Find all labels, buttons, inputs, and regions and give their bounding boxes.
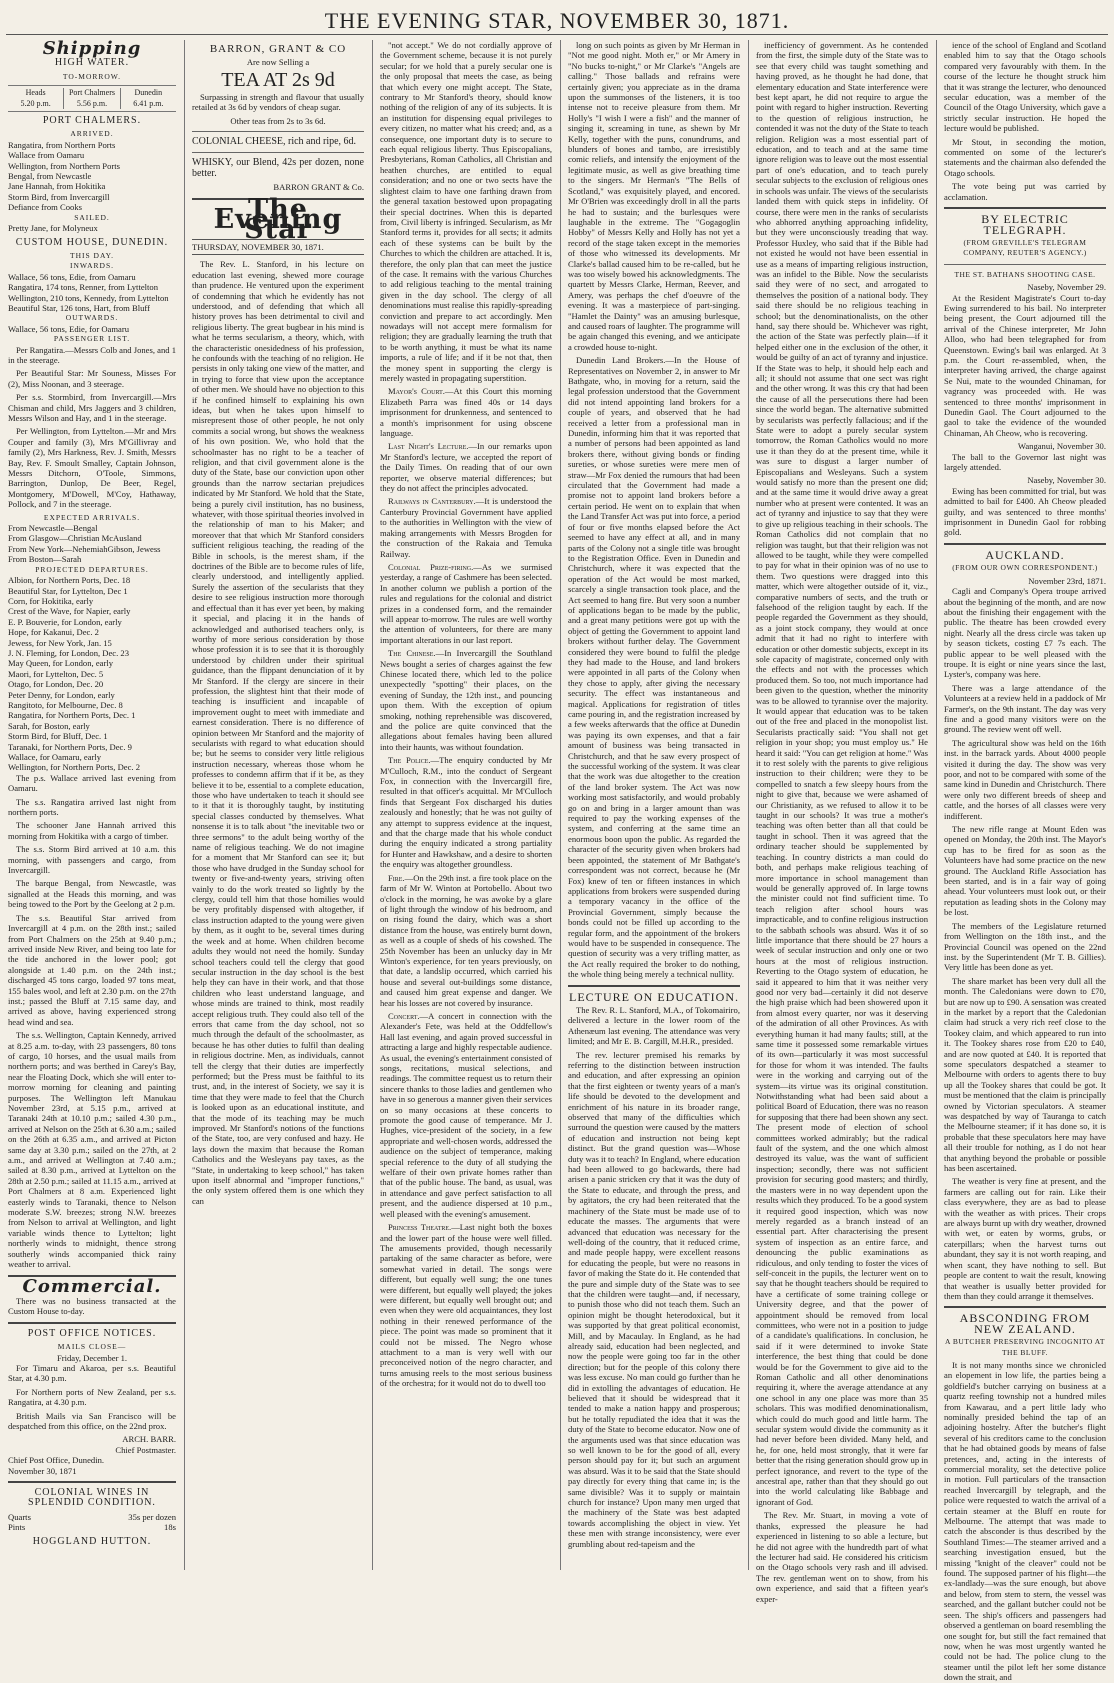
- tide-port-time: 5.56 p.m.: [76, 98, 108, 108]
- lecture-paragraph: The Rev. R. L. Stanford, M.A., of Tokomairiro, delivered a lecture in the lower room of the Athenæum last evening. The attendance was very limited; and Mr E. B. Cargill, M.H.R., presided.: [568, 1004, 740, 1047]
- lecture-continued-text: [756, 40, 928, 1604]
- quarts-label: Quarts: [8, 1511, 31, 1522]
- news-paragraph: Dunedin Land Brokers.—In the House of Representatives on November 2, in answer to Mr Bathgate, who, in moving for a return, said the legal profession understood that the Government did not intend appointing land brokers for a couple of years, and observed that he had received a letter from a professional man in Dunedin, informing him that it was reported that a number of persons had been appointed as land brokers there, without giving bonds or finding sureties, or whose sureties were mere men of straw—Mr Fox denied the rumours that had been circulated that the Government had made a promise not to appoint land brokers before a certain period. He went on to explain that when the Land Transfer Act was put into force, a period of four or five months elapsed before the Act seemed to have any effect at all, and in many parts of the Colony not a single title was brought to the Registration Office. Even in Dunedin and Christchurch, where it was expected that the operation of the Act would be most marked, scarcely a single transaction took place, and the Act seemed to hang fire. But very soon a number of applications began to be made by the public, and a great many petitions were got up with the object of getting the Government to appoint land brokers without further delay. The Government considered they were bound to fulfil the pledge they had made to the House, and land brokers were appointed in all parts of the Colony when they chose to apply, after giving the necessary security. The effect was instantaneous and magical. Applications for registration of titles came pouring in, and the registration increased by a few weeks afterwards that the office at Dunedin was paying its own expenses, and that a fair amount of business was being transacted in Christchurch, and that he saw every prospect of the successful working of the system. It was clear that the work was due altogether to the creation of the land broker system. The Act was now working most satisfactorily, and would probably go on and bring in a larger amount than was required to pay the working expenses of the system, and conferring at the same time an enormous boon upon the public. As regarded the character of the security given when brokers had been appointed, the statement of Mr Bathgate's correspondent was not correct, because he (Mr Fox) knew of ten or fifteen instances in which applications from brokers were suspended during a temporary vacancy in the office of the Provincial Government, simply because the bonds could not be filled up according to the regular form, and the appointment of the brokers would have to be suspended in consequence. The question of security was a very trifling matter, as the Act really required the broker to do nothing, the whole thing being merely a technical nullity.: [568, 355, 740, 980]
- commercial-heading: Commercial.: [22, 1275, 162, 1297]
- expected-entry: From Boston—Sarah: [8, 554, 82, 565]
- passenger-entry: Per s.s. Stormbird, from Invercargill.—Mrs Chisman and child, Mrs Jaggers and 3 children, Messrs Wilson and Hay, and 1 in the steerage.: [8, 392, 176, 423]
- telegraph-heading: BY ELECTRIC TELEGRAPH.: [981, 212, 1069, 237]
- friday-label: Friday, December 1.: [56, 1352, 128, 1363]
- masthead: THE EVENING STAR, NOVEMBER 30, 1871.: [324, 8, 790, 33]
- news-item: [380, 1222, 552, 1389]
- column-divider: [936, 40, 937, 1570]
- shooting-case-heading: THE ST. BATHANS SHOOTING CASE.: [954, 269, 1096, 279]
- post-office-date: November 30, 1871: [8, 1465, 77, 1476]
- news-item-text: —A concert in connection with the Alexander's Fete, was held at the Oddfellow's Hall last evening, and again proved successful in attracting a large and highly respectable audience. As usual, the evening's entertainment consisted of songs, recitations, musical selections, and readings. The committee request us to return their sincere thanks to those ladies and gentlemen who have in so generous a manner given their services on so many occasions at these concerts to promote the good cause of temperance. Mr J. Hughes, vice-president of the society, in a few appropriate and well-chosen words, addressed the audience on the subject of temperance, making special reference to the duty of all studying the welfare of their own private homes rather than that of the public house. The band, as usual, was in attendance and gave perfect satisfaction to all present, and the audience dispersed at 10 p.m., well pleased with the evening's amusement.: [380, 1010, 552, 1219]
- editorial-continued: [380, 40, 552, 383]
- news-item-text: —In Invercargill the Southland News bought a series of charges against the few Chinese located there, which led to the police unexpectedly "spotting" their places, on the evening of Sunday, the 12th inst., and pouncing upon them. With the exception of opium smoking, nothing reprehensible was discovered, and the police are quite convinced that the allegations about females having been allured into their haunts, was without foundation.: [380, 648, 552, 752]
- pints-row: [8, 1522, 176, 1532]
- absconding-heading: ABSCONDING FROM NEW ZEALAND.: [959, 1311, 1091, 1336]
- tomorrow-label: TO-MORROW.: [62, 71, 122, 81]
- projected-entry: J. N. Fleming, for London, Dec. 23: [8, 647, 130, 658]
- ad-whisky: WHISKY, our Blend, 42s per dozen, none better.: [192, 157, 364, 179]
- column-lecture-continued: [756, 40, 928, 1604]
- evening-star-title: The Evening Star: [213, 193, 343, 246]
- mails-list: [8, 1363, 176, 1431]
- news-item: [380, 562, 552, 645]
- news-item-text: —Last night both the boxes and the lower part of the house were well filled. The amusements provided, though necessarily partaking of the same character as before, were somewhat varied in detail. The songs were different, but equally well sung; the one tunes were different, but equally well played; the jokes were different, but equally well brought out; and even when they were old acquaintances, they lost nothing in their renewed performance of the piece. The point was made so prominent that it could not be missed. The Negro whose attachment to a man is very well with our preconceived notion of the negro character, and turns amusing reels to the most serious business of the orchestra; for it would not do to dwell too: [380, 1222, 553, 1389]
- column-shipping: [8, 40, 176, 1572]
- ad-tea-price: TEA AT 2s 9d: [221, 68, 335, 91]
- news-item: [380, 755, 552, 869]
- projected-entry: Storm Bird, for Bluff, Dec. 1: [8, 731, 108, 742]
- port-chalmers-heading: PORT CHALMERS.: [42, 115, 142, 127]
- auckland-paragraph: The agricultural show was held on the 16th inst. in the barrack yards. About 4000 people visited it during the day. The show was very poor, and not to be compared with some of the same kind in Dunedin and Christchurch. There were only two different breeds of sheep and cattle, and the horses of all classes were very indifferent.: [944, 737, 1106, 821]
- news-item-heading: Concert.: [388, 1010, 420, 1021]
- news-item: [380, 496, 552, 558]
- editorial-paragraph: The Rev. L. Stanford, in his lecture on education last evening, shewed more courage than prudence. He ventured upon the experiment of condemning that which he evidently has not understood, and of defending that which all history proves has been detrimental to civil and religious liberty. The great bugbear in his mind is what he terms secularism, a theory, which, with the characteristic onesidedness of his profession, he confounds with the teaching of no religion. He persists in only taking one view of the matter, and in trying to force that view upon the acceptance of other men. We should have no objection to this if he confined himself to explaining his own ideas, but when he takes upon himself to misrepresent those of other people, he not only commits a social wrong, but shows the weakness of his own position. We, who hold that the schoolmaster has no right to be a teacher of religion, and that civil government alone is the duty of the State, base our conviction upon other grounds than the narrow sectarian prejudices indicated by Mr Stanford. We hold that the State, being a purely civil institution, has no business, whatever, with those spiritual theories involved in the relationship of man to his Maker; and moreover that that which Mr Stanford considers sufficient religious teaching, the reading of the Bible in schools, is the merest sham, if the doctrines of the Bible are to become rules of life, clearly understood, and intelligently applied. Surely the assertion of the secularists that they desire to see religious instruction more thorough and effectual than it has ever yet been, by making it special, and placing it in the hands of acknowledged and authorised teachers only, is worthy of more serious consideration by those whose profession it is to see that it is thoroughly understood by children under their spiritual guidance, than the flippant denunciation of it by Mr Stanford. If the clergy are sincere in their profession, the slightest hint that their mode of teaching is insufficient and incapable of improvement ought to meet with immediate and earnest consideration. There is no difference of opinion between Mr Stanford and the majority of secularists with regard to what education should be; but he seems to consider very little religious instruction necessary, whereas those whom he professes to condemn affirm that if it be, as they believe it to be, essential to a complete education, those who have undertaken to teach it should see to it that it is thoroughly taught, by instituting special classes conducted by themselves. What nonsense it is to talk about "the inevitable two or three sermons" to the adult being worthy of the name of religious teaching. We do not imagine for a moment that Mr Stanford can see it; but those who have drudged in the Sunday school for twenty or five-and-twenty years, striving often vainly to do the work treated so lightly by the clergy, could tell him that those homilies would be very profitably dispensed with altogether, if class instruction adapted to the young were given by them, as it ought to be, several times during the week and at home. When children become adults they would not need the homily. Sunday school teachers could tell the clergy that good secular instruction in the day school is the best help they can have in their work, and that those children who least understand language, and whose minds are trained to think, most readily accept religious truth. They could also tell of the errors that came from the day school, not so much through the default of the schoolmaster, as because he has other duties to fulfil than dealing in religious doctrine. Men, as individuals, cannot tell the clergy that their duties are imperfectly performed; but the Press must be faithful to its trust, and, in the interest of Society, we say it is time that they were made to feel that the Church is looked upon as an educational institute, and that the mode of its teaching may be much improved. Mr Stanford's notions of the functions of the State, too, are very confused and hazy. He lays down the maxim that because the Roman Catholics and the Wesleyans pay taxes, as the "State, in undertaking to keep school," has taken upon itself abnormal and "improper functions," the only system offered them is one which they can: [192, 259, 364, 1206]
- post-office-heading: POST OFFICE NOTICES.: [27, 1327, 157, 1339]
- editorial-text: [192, 259, 364, 1206]
- passenger-entry: Per Rangatira.—Messrs Colb and Jones, and 1 in the steerage.: [8, 344, 176, 365]
- shipping-news-paragraph: The s.s. Storm Bird arrived at 10 a.m. this morning, with passengers and cargo, from Invercargill.: [8, 844, 176, 876]
- wanganui-text: The ball to the Governor last night was largely attended.: [944, 451, 1106, 473]
- projected-entry: Maori, for Lyttelton, Dec. 5: [8, 668, 104, 679]
- expected-list: [8, 523, 176, 565]
- auckland-paragraph: The weather is very fine at present, and the farmers are calling out for rain. Like their class everywhere, they are as bad to please with the weather as with prices. Their crops are always burnt up with dry weather, drowned with wet, or eaten by worms, grubs, or caterpillars; when the harvest turns out abundant, they say it is not worth reaping, and when scant, they have nothing to sell. But people are content to wait the result, knowing that weather is usually better provided for them than they could arrange it themselves.: [944, 1176, 1106, 1301]
- naseby-text-2: Ewing has been committed for trial, but was admitted to bail for £400. Ah Cheow pleaded guilty, and was sentenced to three months' imprisonment in Dunedin Gaol for robbing gold.: [944, 485, 1106, 538]
- mail-entry: For Northern ports of New Zealand, per s.s. Rangatira, at 4.30 p.m.: [8, 1386, 176, 1408]
- auckland-paragraph: The share market has been very dull all the month. The Caledonians were down to £70, but are now up to £90. A sensation was created in the market by a report that the Caledonian claim had struck a very rich reef close to the Tookey claim, and which appeared to run into it. The Tookey shares rose from £20 to £40, and are now quoted at £40. It is reported that some speculators despatched a steamer to Melbourne with orders to agents there to buy up all the Tookey shares that could be got. It must be mentioned that the claim is principally owned by Victorian speculators. A steamer was despatched by way of Tauranga to catch the Melbourne steamer; if it has done so, it is probable that these speculators here may have all their trouble for nothing, as I do not hear that anything beyond the probable or possible has been ascertained.: [944, 975, 1106, 1174]
- passenger-heading: PASSENGER LIST.: [53, 334, 131, 344]
- post-office-place: Chief Post Office, Dunedin.: [8, 1455, 105, 1466]
- projected-entry: Rangatira, for Northern Ports, Dec. 1: [8, 710, 136, 721]
- shipping-news: [8, 773, 176, 1270]
- projected-entry: Sarah, for Boston, early: [8, 720, 90, 731]
- tide-table: [8, 85, 176, 112]
- postmaster-name: ARCH. BARR.: [122, 1434, 176, 1445]
- inwards-entry: Wellington, 210 tons, Kennedy, from Lyttelton: [8, 292, 169, 303]
- shipping-news-paragraph: The schooner Jane Hannah arrived this morning from Hokitika with a cargo of timber.: [8, 820, 176, 841]
- tide-heads: Heads: [25, 88, 46, 98]
- ad-firm: BARRON, GRANT & CO: [209, 43, 347, 55]
- shipping-news-paragraph: The barque Bengal, from Newcastle, was signalled at the Heads this morning, and was being towed to the Port by the Geelong at 2 p.m.: [8, 878, 176, 910]
- auckland-paragraph: The new rifle range at Mount Eden was opened on Monday, the 20th inst. The Mayor's cup has to be fired for as soon as the Volunteers have had some practice on the new ground. The Auckland Rifle Association has been started, and is in a fair way of going ahead. Your volunteers must look out, or their reputation as leading shots in the Colony may be lost.: [944, 824, 1106, 918]
- news-item-heading: The Police.: [388, 755, 431, 766]
- lecture-paragraph: inefficiency of government. As he contended from the first, the simple duty of the State was to see that every child was taught something and having proved, as he thought he had done, that elementary education and State interference were best kept apart, he did not require to argue the point with regard to higher instruction. Reverting to the question of religious instruction, he contended it was not the duty of the State to teach religion. Religion was a most essential part of education, and to teach and at the same time ignore religion was to leave out the most essential part of one's education, and to teach purely secular subjects to the exclusion of religious ones in schools was unfair. The views of the secularists landed them with quick steps in infidelity. Of course, there were men in the ranks of secularists who abhorred anything approaching infidelity, but they were unconsciously treading that way. Professor Huxley, who said that if the Bible had not existed he would not have been essential in use as a means of imparting religious instruction, was an infidel to the Bible. Now the secularists said they were of no sect, and arrogated to themselves the position of a national body. They said there should be no religious teaching in school; but the denominationalists, on the other hand, say there should be. Whichever was right, the action of the State was perfectly plain—if it helped either one in the exclusion of the other, it would be guilty of an act of tyranny and injustice. If the State was to help, it should help each and all; it should not assume that one sect was right and the other wrong. It was this cry that had been the cause of all the persecutions there had been since the world began. The alternative submitted by secularists was perfectly fallacious; and if the State were to adopt a purely secular system tomorrow, the Roman Catholics would no more use it than they do at the present time, while it was sure to disgust a larger number of Episcopalians and Wesleyans. Such a system would satisfy no more than the present one did; and at the same time it would drive away a great number who at present were contented. It was an act of tyranny and injustice to say that they were to give up religious teaching in their schools. The Roman Catholics did not complain that no religion was taught, but that their religion was not allowed to be taught, while they were compelled to pay for what in their opinion was of no use to them. Two questions were dragged into this matter, which were altogether outside of it, viz., comparative numbers of sects, and the truth or falsehood of the religion taught by each. If the people regarded the Government as they should, as a joint stock company, they would at once admit that it had no right to interfere with education or other domestic subjects, except in its sole capacity of magistrate, concerned only with the effects and not with the processes which produced them. So too, not much importance had been given to the question, whether the minority was to be allowed to tyrannise over the majority. It would appear that education was to be taken out of the free and placed in the monopolist list. Secularists practically said: "You shall not get religion in your shop; you must employ us." He heard it said: "You can get religion at home." Was it to rest solely with the parents to give religious instruction to their children; were they to be compelled to snatch a few sleepy hours from the night to give that, because we were ashamed of our Christianity, as we refused to allow it to be taught in our schools? It was true a mother's teaching was often better than all that could be taught in school. Then it was agreed that the ordinary teacher should be supplemented by teaching. In country districts a man could do both, and perhaps make religious teaching of more importance in school management than would be generally approved of. In large towns the minister could not find sufficient time. To teach religion after school hours was impracticable, and to confine religious instruction to the sabbath schools was absurd. Was it of so little importance that there should be 27 hours a week of secular instruction and only one or two hours at the most of religious instruction. Reverting to the Otago system of education, he said it appeared to him that it was neither very good nor very bad—certainly it did not deserve the high praise which had been showered upon it from almost every quarter, nor was it deserving of the admiration of all other Provinces. As with everything human it had many faults; still, at the same time it possessed some remarkable virtues of its own—particularly it was most successful for those for whom it was intended. The faults were in the working and carrying out of the system—its virtue was its original constitution. Notwithstanding what had been said about a political Board of Education, there was no reason for supposing that there had been shown any sect. The present mode of election of school committees worked admirably; but the radical fault of the system, and the one which almost destroyed its value, was the want of sufficient inspection; secondly, there was not sufficient provision for securing good masters; and thirdly, the masters were in no way dependent upon the results which they produced. To be a good system it required good inspection, which was now merely regarded as a branch instead of an essential part. After characterising the present system of inspection as an entire farce, and denouncing the public examinations as ridiculous, and only tending to foster the vices of self-conceit in the pupils, the lecturer went on to say that he thought teachers should be required to have a certificate of some training college or University degree, and that the power of appointment should be removed from local committees, who were not in a position to judge of a candidate's qualifications. In conclusion, he said if it were determined to invoke State interference, the best thing that could be done would be for the Government to give aid to the Roman Catholic and all other denominations requiring it, where the average attendance at any one school in any one place was more than 35 scholars. This was modified denominationalism, which could do much good and little harm. The secular system would divide the community as it had never before been divided. Many held, and he, for one, held most strongly, that it were far better that the rising generation should grow up in perfect ignorance, and revert to the type of the ancestral ape, rather than that they should go out into the world calculating like Babbage and ignorant of God.: [756, 40, 928, 1507]
- tide-heads-time: 5.20 p.m.: [20, 98, 51, 108]
- editorial-paragraph: "not accept." We do not cordially approve of the Government scheme, because it is not purely secular; for we hold that a purely secular one is the only proposal that meets the case, as being that which every one might accept. The State, contrary to Mr Stanford's theory, should know nothing of the religion of any of its subjects. It is an institution for dispensing equal privileges to every citizen, no matter what his creed; and, as a consequence, one important duty is to secure to each equal religious liberty. Thus Episcopalians, Presbyterians, Roman Catholics, all Christian and heathen churches, are entitled to equal consideration; and no one or two sects have the slightest claim to have one farthing drawn from the general taxation bestowed upon propagating their special doctrines. When this is departed from, Civil liberty is infringed. Secularism, as Mr Stanford terms it, provides for all sects; it admits each of these systems can be built by the Churches to which the children are attached. It is, therefore, the only plan that can meet the justice of the case. It remains with the various Churches to add religious teaching to the mental training given in the day school. The clergy of all denominations must realise this rapidly-spreading conviction and prepare to act accordingly. Men nowadays will not accept mere formalism for religion; they are gradually learning the truth that to be worth anything, it must be what its name imports, a rule of life; and if it be not that, then the money spent in supporting the clergy is merely wasted in propagating superstition.: [380, 40, 552, 383]
- column-divider: [372, 40, 373, 1570]
- lecture-paragraph: Mr Stout, in seconding the motion, commented on some of the lecturer's statements and the chairman also defended the Otago schools.: [944, 136, 1106, 178]
- auckland-text: [944, 586, 1106, 1301]
- arrived-entry: Wellington, from Northern Ports: [8, 160, 120, 171]
- news-item-heading: Mayor's Court.: [388, 386, 445, 397]
- news-item-heading: Colonial Prize-firing.: [388, 561, 474, 572]
- column-editorial: [192, 40, 364, 1572]
- news-item-text: —It is understood the Canterbury Provincial Government have applied to the authorities in Wellington with the view of making arrangements with Messrs Brogden for the construction of the Rakaia and Temuka Railway.: [380, 496, 552, 559]
- arrived-entry: Defiance from Cooks: [8, 202, 82, 213]
- column-divider: [184, 40, 185, 1570]
- arrived-entry: Jane Hannah, from Hokitika: [8, 181, 106, 192]
- expected-entry: From New York—NehemiahGibson, Jewess: [8, 543, 161, 554]
- inwards-heading: INWARDS.: [69, 261, 115, 271]
- arrived-list: [8, 140, 176, 213]
- ad-whisky-firm: BARRON GRANT & Co.: [273, 182, 364, 193]
- news-item-text: —The enquiry conducted by Mr M'Culloch, R.M., into the conduct of Sergeant Fox, in connection with the Invercargill fire, resulted in that officer's acquittal. Mr M'Culloch finds that Sergeant Fox discharged his duties zealously and honestly; that he was not guilty of any attempt to suppress evidence at the inquest, and that the charge made that his whole conduct during the enquiry indicated a strong partiality for Hunter and Hawkshaw, and a desire to shorten the enquiry was altogether groundless.: [380, 755, 552, 870]
- auckland-paragraph: Cagli and Company's Opera troupe arrived about the beginning of the month, and are now about the finishing their engagement with the public. The theatre has been crowded every night. Nearly all the dress circle was taken up by season tickets, costing £7 7s each. The public appear to be well pleased with the troupe. It is eight or nine years since the last, Lyster's, company was here.: [944, 586, 1106, 680]
- auckland-heading: AUCKLAND.: [985, 547, 1065, 562]
- auckland-date: November 23rd, 1871.: [1028, 575, 1106, 586]
- commercial-text: There was no business transacted at the Custom House to-day.: [8, 1295, 176, 1317]
- mails-close-label: MAILS CLOSE—: [57, 1342, 127, 1352]
- absconding-subheading: A BUTCHER PRESERVING INCOGNITO AT THE BLUFF.: [945, 1337, 1105, 1357]
- mail-entry: For Timaru and Akaroa, per s.s. Beautiful Star, at 4.30 p.m.: [8, 1362, 176, 1384]
- ad-other-teas: Other teas from 2s to 3s 6d.: [230, 115, 326, 126]
- wines-firm: HOGGLAND HUTTON.: [32, 1535, 152, 1547]
- ad-tea-text: Surpassing in strength and flavour that usually retailed at 3s 6d by vendors of cheap sugar.: [192, 91, 364, 113]
- shipping-news-paragraph: The s.s. Beautiful Star arrived from Invercargill at 4 p.m. on the 28th inst.; sailed from Port Chalmers on the 25th at 9.40 p.m.; arrived inside New River, and being too late for the tide anchored in the lower pool; got alongside at 1.40 p.m. on the 24th inst.; discharged 45 tons cargo, loaded 97 tons meat, 155 bales wool, and left at 2.30 p.m. on the 27th inst.; passed the Bluff at 7.15 same day, and arrived as above, having experienced strong head wind and sea.: [8, 912, 176, 1027]
- column-divider: [560, 40, 561, 1570]
- projected-heading: PROJECTED DEPARTURES.: [35, 564, 149, 574]
- news-item: [380, 386, 552, 438]
- projected-entry: Beautiful Star, for Lyttelton, Dec 1: [8, 585, 128, 596]
- news-item-heading: The Chinese.: [388, 648, 436, 659]
- expected-heading: EXPECTED ARRIVALS.: [43, 512, 141, 522]
- ad-now-selling: Are now Selling a: [246, 57, 310, 68]
- customs-heading: CUSTOM HOUSE, DUNEDIN.: [15, 236, 169, 248]
- dateline: [192, 239, 364, 255]
- expected-entry: From Newcastle—Bengal: [8, 523, 98, 534]
- news-item-heading: Last Night's Lecture.: [388, 441, 469, 452]
- projected-entry: May Queen, for London, early: [8, 658, 114, 669]
- arrived-entry: Bengal, from Newcastle: [8, 171, 92, 182]
- absconding-text: It is not many months since we chronicled an elopement in low life, the parties being a goldfield's butcher carrying on business at a quartz reefing township not a hundred miles from Kawarau, and a pert little lady who nominally presided behind the tap of an adjoining hostelry. After the butcher's flight several of his creditors came to the conclusion that he had obtained goods by means of false pretences, and, acting in the interests of commercial morality, set the detective police in motion. Full particulars of the transaction reached Invercargill by telegraph, and the police were requested to watch the arrival of a certain steamer at the Bluff en route for Melbourne. The attempt that was made to catch the absconder is thus described by the Southland Times:—The steamer arrived and a searching investigation ensued, but the missing "knight of the cleaver" could not be found. The supposed partner of his flight—the ex-landlady—was the sure enough, but above and below, from stem to stern, the vessel was searched, and the gallant butcher could not be seen. The ship's officers and passengers had observed a gentleman on board resembling the one sought for, but still the fact remained that now, when he was most urgently wanted he could not be had. The police clung to the steamer until the pilot left her some distance down the strait, and: [944, 1359, 1106, 1683]
- news-item-text: —On the 29th inst. a fire took place on the farm of Mr W. Winton at Portobello. About two o'clock in the morning, he was awoke by a glare of light through the window of his bedroom, and on rising found the dairy, which was a short distance from the house, was entirely burnt down, as well as a couple of sheds of his cowshed. The 25th November has been an unlucky day in Mr Winton's experience, for ten years previously, on that date, a landslip occurred, which carried his house and several out-buildings some distance, and caused him great expense and danger. We hear his losses are not covered by insurance.: [380, 872, 552, 1008]
- arrived-entry: Wallace from Oamaru: [8, 150, 85, 161]
- news-item: [380, 441, 552, 493]
- sailed-entry: Pretty Jane, for Molyneux: [8, 223, 98, 234]
- news-item-text: —As we surmised yesterday, a range of Cashmere has been selected. In another column we publish a portion of the rules and regulations for the colonial and district prizes in a condensed form, and the remainder will appear to-morrow. The rules are well worthy the attention of volunteers, for there are many important alterations in our last report.: [380, 561, 552, 645]
- tide-dunedin: Dunedin: [134, 88, 163, 98]
- lecture-paragraph: The Rev. Mr. Stuart, in moving a vote of thanks, expressed the pleasure he had experienced in listening to so able a lecture, but he did not agree with the hundredth part of what the lecturer had said. He considered his criticism on the Otago schools very rash and ill advised. The rev. gentleman went on to show, from his own experience, and said that a fifteen year's exper-: [756, 1510, 928, 1604]
- lecture-paragraph: ience of the school of England and Scotland enabled him to say that the Otago schools compared very favourably with them. In the course of the lecture he thought struck him that it was strange the lecturer, who denounced secular education, was a member of the Council of the Otago University, which gave a strictly secular instruction. He hoped the lecture would be published.: [944, 40, 1106, 134]
- lecture-paragraph: The rev. lecturer premised his remarks by referring to the distinction between instruction and education, and after expressing an opinion that the first eighteen or twenty years of a man's life should be devoted to the development and enrichment of his nature in its broader range, observed that many of the difficulties which surround the question were caused by the matters of education and instruction not being kept distinct. But the grand question was—Whose duty was it to teach? In England, where education had been allowed to go backwards, there had arisen a panic stricken cry that it was the duty of the State to educate, and through the press, and by agitators, the cry had been reiterated that the machinery of the State must be made use of to educate the masses. The arguments that were advanced that education was necessary for the well-doing of the country, that it reduced crime, and made people happy, were excellent reasons for educating the people, but were no reasons in favor of making the State do it. He contended that the pure and simple duty of the State was to see that the children were taught—and, if necessary, to punish those who did not teach them. Such an opinion might be thought heterodoxical, but it was supported by that great political economist, Mill, and by Macaulay. In England, as he had already said, education had been neglected, and now the people were going too far in the other direction; but for the people of this colony there was less excuse. No man could go further than he did in extolling the advantages of education. He believed that it should be widespread that it tended to make a nation happy and prosperous; but he totally repudiated the idea that it was the duty of the State to become educator. Now one of the arguments used was that since education was so well known to be for the good of all, every person should pay for it; but such an argument was absurd. Was it to be said that the State should pay directly for every thing that came in; is the same divisible? Was it to supply or maintain church for instance? Upon many men urged that the machinery of the State was best adapted towards accomplishing the object in view. Yet these men with strange inconsistency, were ever grumbling about red-tapeism and the: [568, 1049, 740, 1549]
- news-item-heading: Fire.: [388, 872, 405, 883]
- naseby-date-2: Naseby, November 30.: [1027, 475, 1106, 486]
- quarts-row: [8, 1512, 176, 1522]
- this-day-label: THIS DAY.: [69, 250, 114, 260]
- news-item: [380, 873, 552, 1008]
- lecture-paragraph: The vote being put was carried by acclamation.: [944, 181, 1106, 202]
- pints-price: 18s: [164, 1522, 176, 1533]
- projected-list: [8, 575, 176, 773]
- high-water-heading: HIGH WATER.: [54, 57, 130, 69]
- projected-entry: Peter Denny, for London, early: [8, 689, 115, 700]
- news-item-heading: Princess Theatre.: [388, 1222, 452, 1233]
- projected-entry: Crest of the Wave, for Napier, early: [8, 606, 131, 617]
- pints-label: Pints: [8, 1522, 26, 1533]
- tide-dunedin-time: 6.41 p.m.: [133, 98, 164, 108]
- local-news-items: [380, 386, 552, 1388]
- projected-entry: Hope, for Kakanui, Dec. 2: [8, 627, 99, 638]
- arrived-heading: ARRIVED.: [70, 129, 114, 139]
- naseby-date-1: Naseby, November 29.: [1027, 282, 1106, 293]
- lecture-heading: LECTURE ON EDUCATION.: [569, 989, 739, 1004]
- projected-entry: Wallace, for Oamaru, early: [8, 752, 102, 762]
- passenger-entry: Per Wellington, from Lyttelton.—Mr and Mrs Couper and family (3), Mrs M'Gillivray and family (2), Mrs Harkness, Rev. J. Smith, Messrs Bay, Rev. F. Smoult Smalley, Captain Johnson, Messrs Ditchorn, O'Toole, Simmons, Barrington, Dunlop, De Beer, Regel, Montgomery, M'Dowell, M'Coy, Hathaway, Pollock, and 7 in the steerage.: [8, 426, 176, 510]
- outwards-entry: Wallace, 56 tons, Edie, for Oamaru: [8, 323, 130, 334]
- news-paragraph: long on such points as given by Mr Herman in "Not me good night. Moth er," or Mr Amery in "No bucks to-night," or Mr Clarke's "Angels are calling." Those ballads and refrains were certainly given; you appreciate as in the drama upon the summonses of the listeners, it is too intense not to receive pleasure from them. Mr Holly's "I wish I were a fish" and the manner of singing it, screaming in tune, as shewn by Mr Kelly, together with the puns, conundrums, and blunders of bones and tambo, are irresistibly comic reliefs, and intensify the enjoyment of the legitimate music, as well as give breathing time to the singers. Mr Herman's "The Bells of Scotland," was exquisitely played, and encored. Mr O'Brien was exceedingly droll in all the parts he had to sustain; and the burlesques were laughable in the extreme. The "Gogagoglin Hobby" of Messrs Kelly and Holly has not yet a record of the stage taken except in the memories of those who witnessed its developments. Mr Clarke's ballad caused him to be re-called, but he was too wisely bowed his acknowledgments. The quartett by Messrs Clarke, Herman, Reever, and Amery, was perhaps the chef d'oeuvre of the evening. It was a masterpiece of part-singing. "Hamlet the Dainty" was an amusing burlesque, and caused roars of laughter. The programme will be again changed this evening, and we anticipate a crowded house to-night.: [568, 40, 740, 352]
- mail-entry: British Mails via San Francisco will be despatched from this office, on the 22nd prox.: [8, 1410, 176, 1431]
- passenger-entry: Per Beautiful Star: Mr Souness, Misses For (2), Miss Noonan, and 3 steerage.: [8, 368, 176, 389]
- auckland-subheading: (FROM OUR OWN CORRESPONDENT.): [952, 563, 1098, 573]
- news-text: [568, 40, 740, 980]
- column-news: [568, 40, 740, 1572]
- news-item: [380, 648, 552, 752]
- sailed-heading: SAILED.: [74, 212, 110, 222]
- projected-entry: Wellington, for Northern Ports, Dec. 2: [8, 762, 141, 773]
- shipping-news-paragraph: The p.s. Wallace arrived last evening from Oamaru.: [8, 772, 176, 794]
- ad-cheese: COLONIAL CHEESE, rich and ripe, 6d.: [192, 136, 357, 148]
- outwards-heading: OUTWARDS.: [65, 313, 119, 323]
- shipping-heading: Shipping: [42, 38, 142, 59]
- tide-port: Port Chalmers: [68, 88, 115, 98]
- postmaster-title: Chief Postmaster.: [115, 1444, 176, 1455]
- column-local-news: [380, 40, 552, 1572]
- news-item-text: —In our remarks upon Mr Stanford's lecture, we accepted the report of the Daily Times. On reading that of our own reporter, we observe material differences; but they do not affect the principles advocated.: [380, 441, 552, 494]
- projected-entry: Albion, for Northern Ports, Dec. 18: [8, 575, 131, 586]
- masthead-rule: [6, 34, 1108, 35]
- inwards-entry: Rangatira, 174 tons, Renner, from Lyttelton: [8, 282, 159, 293]
- news-item: [380, 1011, 552, 1219]
- dateline-date: THURSDAY, NOVEMBER 30, 1871.: [192, 241, 324, 252]
- column-divider: [748, 40, 749, 1570]
- column-telegraph: [944, 40, 1106, 1683]
- passenger-list: [8, 345, 176, 510]
- shipping-news-paragraph: The s.s. Wellington, Captain Kennedy, arrived at 8.25 a.m. to-day, with 23 passengers, 80 tons of cargo, 10 horses, and the usual mails from northern ports; and was berthed in Carey's Bay, near the Floating Dock, which she will enter to-morrow morning for cleaning and painting purposes. The Wellington left Manukau November 23rd, at 5.15 p.m., arrived at Taranaki 24th at 10.10 p.m.; sailed 4.30 p.m., arrived at Nelson on the 25th at 6.30 a.m.; sailed on the 26th at 6.35 a.m., and arrived at Picton same day at 3.30 p.m.; sailed on the 27th, at 2 a.m., and arrived at Wellington at 7.40 a.m.; sailed at 8.30 p.m., arrived at Lyttelton on the 28th at 2.50 p.m.; sailed at 11.15 a.m., arrived at Port Chalmers at 8 a.m. Experienced light easterly winds to Taranaki, thence to Nelson moderate S.W. breezes; strong N.W. breezes from Nelson to arrival at Wellington, and light variable winds thence to Lyttelton; light northerly winds to midnight, thence strong southerly winds accompanied thick rainy weather to arrival.: [8, 1030, 176, 1270]
- lecture-end-text: [944, 40, 1106, 202]
- expected-entry: From Glasgow—Christian McAusland: [8, 533, 142, 544]
- news-item-text: —At this Court this morning Elizabeth Parra was fined 40s or 14 days imprisonment for drunkenness, and sentenced to a month's imprisonment for using obscene language.: [380, 386, 552, 439]
- auckland-paragraph: There was a large attendance of the Volunteers at a review held in a paddock of Mr Farmer's, on the 9th instant. The day was very fine and a good many visitors were on the ground. The review went off well.: [944, 682, 1106, 735]
- inwards-entry: Wallace, 56 tons, Edie, from Oamaru: [8, 271, 136, 282]
- wines-heading: COLONIAL WINES IN SPLENDID CONDITION.: [28, 1487, 156, 1509]
- auckland-paragraph: The members of the Legislature returned from Wellington on the 18th inst., and the Provincial Council was opened on the 22nd inst. by the Superintendent (Mr T. B. Gillies). Very little has been done as yet.: [944, 920, 1106, 973]
- arrived-entry: Rangatira, from Northern Ports: [8, 139, 116, 150]
- projected-entry: Rangitoto, for Melbourne, Dec. 8: [8, 699, 123, 710]
- inwards-list: [8, 272, 176, 314]
- projected-entry: Corn, for Hokitika, early: [8, 595, 94, 606]
- arrived-entry: Storm Bird, from Invercargill: [8, 191, 110, 202]
- projected-entry: Taranaki, for Northern Ports, Dec. 9: [8, 741, 132, 752]
- quarts-price: 35s per dozen: [128, 1511, 176, 1522]
- projected-entry: Jewess, for New York, Jan. 15: [8, 637, 112, 648]
- projected-entry: E. P. Bouverie, for London, early: [8, 616, 122, 627]
- wanganui-date: Wanganui, November 30.: [1017, 441, 1106, 452]
- telegraph-subheading: (FROM GREVILLE'S TELEGRAM COMPANY, REUTER'S AGENCY.): [963, 237, 1087, 258]
- naseby-text-1: At the Resident Magistrate's Court to-day Ewing surrendered to his bail. No interpreter being present, the Court adjourned till the arrival of the Chinese interpreter, Mr John Alloo, who had been telegraphed for from Queenstown. Ewing's bail was enlarged. At 3 p.m. the Court re-assembled, when, the interpreter having arrived, the charge against Se Nui, mate to the wounded Chinaman, for vagrancy was proceeded with. He was sentenced to three months' imprisonment in Dunedin Gaol. The Court adjourned to the gaol to take the evidence of the wounded Chinaman, Ah Cheow, who is recovering.: [944, 292, 1106, 438]
- inwards-entry: Beautiful Star, 126 tons, Hart, from Bluff: [8, 302, 150, 313]
- projected-entry: Otago, for London, Dec. 20: [8, 679, 104, 690]
- lecture-text: [568, 1005, 740, 1549]
- shipping-news-paragraph: The s.s. Rangatira arrived last night from northern ports.: [8, 796, 176, 818]
- news-item-heading: Railways in Canterbury.: [388, 496, 476, 507]
